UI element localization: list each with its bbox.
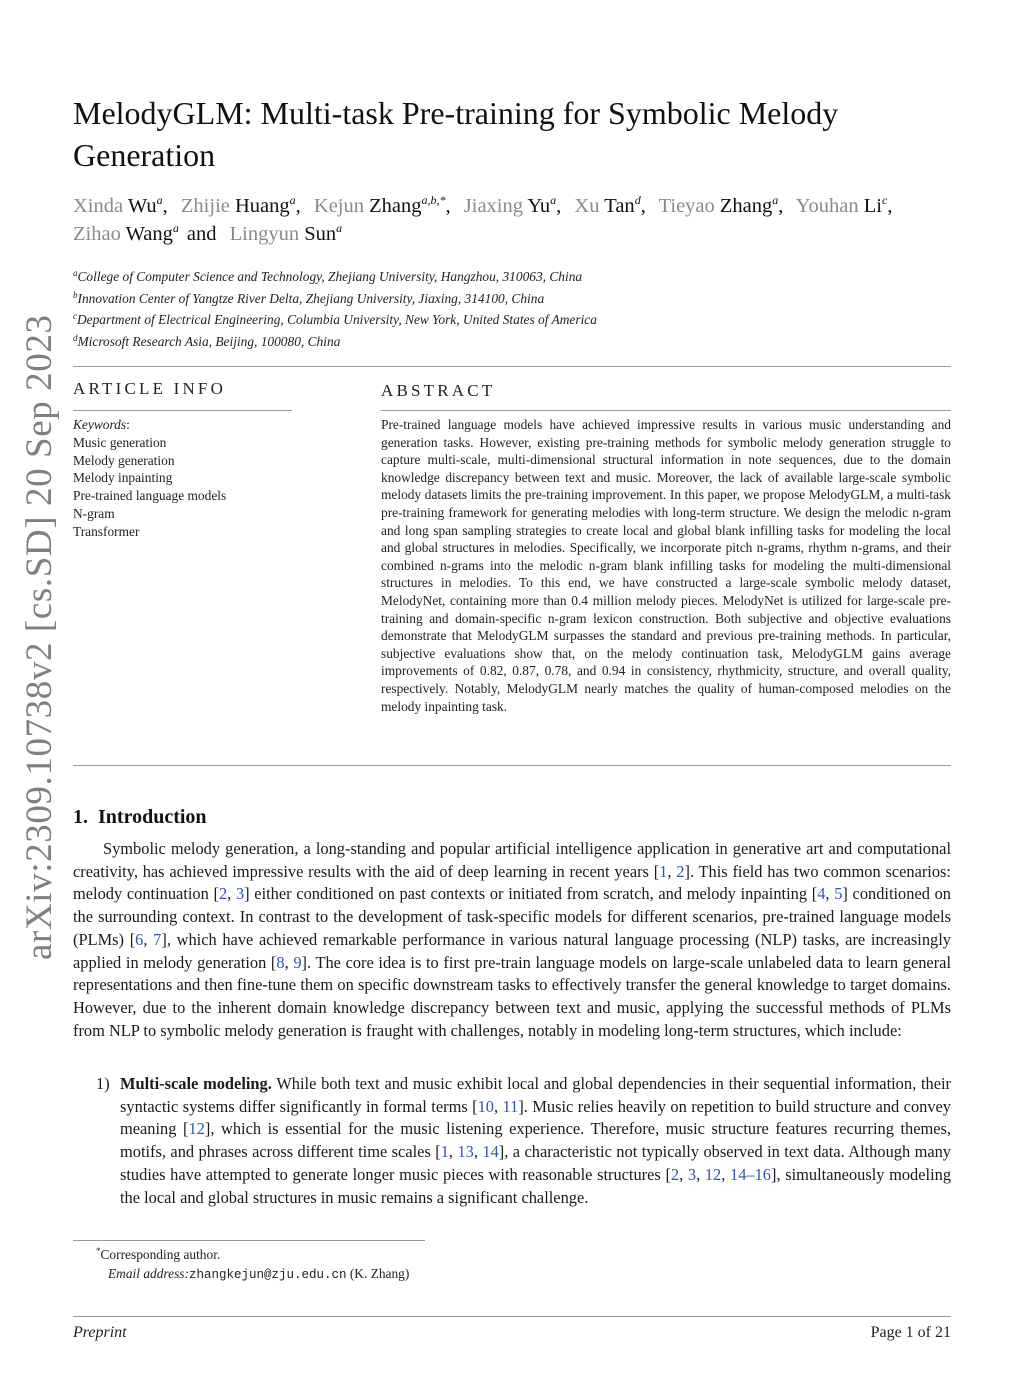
citation-link[interactable]: 14–16 xyxy=(730,1164,771,1184)
email-suffix: (K. Zhang) xyxy=(346,1266,410,1281)
footnote-mark: * xyxy=(96,1246,101,1256)
author: Youhan Li$^c$, xyxy=(795,193,893,217)
citation-link[interactable]: 3 xyxy=(687,1164,697,1184)
footer-page-number: Page 1 of 21 xyxy=(870,1324,951,1341)
author-family-name: Li xyxy=(863,195,882,217)
keyword: Melody generation xyxy=(73,452,175,468)
author-given-name: Zhijie xyxy=(180,195,230,217)
affiliation-list xyxy=(73,266,953,352)
footnote-corresponding xyxy=(96,1245,409,1264)
list-lead: Multi-scale modeling. xyxy=(120,1074,272,1093)
top-divider xyxy=(73,366,951,367)
abstract-bottom-divider xyxy=(73,765,951,766)
affiliation-text: Innovation Center of Yangtze River Delta, Zhejiang University, Jiaxing, 314100, China xyxy=(77,290,545,306)
keyword: N-gram xyxy=(73,505,115,521)
author-affiliation-mark: c xyxy=(881,193,888,207)
affiliation-mark: d xyxy=(73,332,78,343)
email-link[interactable]: zhangkejun@zju.edu.cn xyxy=(188,1268,347,1282)
keyword: Music generation xyxy=(73,434,167,450)
citation-link[interactable]: 4 xyxy=(817,884,826,904)
affiliation-mark: b xyxy=(73,289,78,300)
keyword: Pre-trained language models xyxy=(73,488,227,504)
affiliation xyxy=(73,288,953,310)
author-given-name: Xinda xyxy=(73,195,124,217)
article-info-heading: ARTICLE INFO xyxy=(73,379,227,398)
citation-link[interactable]: 5 xyxy=(834,884,843,904)
author-affiliation-mark: d xyxy=(634,193,641,207)
affiliation xyxy=(73,309,953,331)
citation-link[interactable]: 3 xyxy=(235,884,245,904)
affiliation xyxy=(73,266,953,288)
list-text: While both text and music exhibit local and global dependencies in their sequential information, their syntactic systems differ significantly in formal terms [10, 11]. Music relies heavily on repetition to build structure and convey meaning [12], which is essential for the music listening experience. Therefore, music structure features recurring themes, motifs, and phrases across different time scales [1, 13, 14], a characteristic not typically observed in text data. Although many studies have attempted to generate longer music pieces with reasonable structures [2, 3, 12, 14–16], simultaneously modeling the local and global structures in music remains a significant challenge. xyxy=(120,1074,952,1207)
author-given-name: Zihao xyxy=(73,223,121,245)
keyword: Melody inpainting xyxy=(73,470,173,486)
list-number: 1) xyxy=(96,1074,110,1093)
author-list xyxy=(73,192,953,248)
author: Xu Tan$^d$, xyxy=(574,193,646,217)
intro-paragraph: Symbolic melody generation, a long-standing and popular artificial intelligence application in generative art and computational creativity, has achieved impressive results with the aid of deep learning in recent years [1, 2]. This field has two common scenarios: melody continuation [2, 3] either conditioned on past contexts or initiated from scratch, and melody inpainting [4, 5] conditioned on the surrounding context. In contrast to the development of task-specific models for different scenarios, pre-trained language models (PLMs) [6, 7], which have achieved remarkable performance in various natural language processing (NLP) tasks, are increasingly applied in melody generation [8, 9]. The core idea is to first pre-train language models on large-scale unlabeled data to learn general representations and then fine-tune them on specific downstream tasks to effectively transfer the general knowledge to target domains. However, due to the inherent domain knowledge discrepancy between text and music, applying the successful methods of PLMs from NLP to symbolic melody generation is fraught with challenges, notably in modeling long-term structures, which include: xyxy=(73,839,952,1040)
author-family-name: Huang xyxy=(235,195,290,217)
keywords-block xyxy=(73,416,293,541)
citation-link[interactable]: 13 xyxy=(457,1142,474,1162)
author-family-name: Wang xyxy=(125,223,173,245)
author-given-name: Tieyao xyxy=(658,195,715,217)
author-family-name: Tan xyxy=(604,195,635,217)
section-heading-introduction xyxy=(73,806,207,829)
affiliation-text: Department of Electrical Engineering, Columbia University, New York, United States of America xyxy=(77,312,597,327)
author-family-name: Wu xyxy=(127,195,157,217)
section-number: 1. xyxy=(73,806,88,828)
citation-link[interactable]: 10 xyxy=(477,1096,494,1116)
article-info-rule xyxy=(73,410,292,411)
citation-link[interactable]: 1 xyxy=(659,861,668,881)
citation-link[interactable]: 11 xyxy=(502,1096,519,1116)
arxiv-stamp: arXiv:2309.10738v2 [cs.SD] 20 Sep 2023 xyxy=(19,314,60,960)
author-affiliation-mark: a xyxy=(156,193,163,207)
citation-link[interactable]: 2 xyxy=(670,1164,680,1184)
email-label: Email address: xyxy=(108,1266,189,1281)
citation-link[interactable]: 8 xyxy=(276,952,285,972)
keywords-label-line: Keywords: xyxy=(73,417,130,432)
author-family-name: Yu xyxy=(527,195,551,217)
keywords-label: Keywords xyxy=(73,417,127,432)
author xyxy=(230,223,343,245)
intro-body xyxy=(73,838,951,1042)
author-family-name: Sun xyxy=(304,223,337,245)
footnote-corresponding-text: Corresponding author. xyxy=(100,1247,221,1262)
author-conjunction: and xyxy=(186,223,217,245)
author xyxy=(73,223,179,245)
author-affiliation-mark: a xyxy=(550,193,557,207)
citation-link[interactable]: 12 xyxy=(188,1119,205,1139)
author: Jiaxing Yu$^a$, xyxy=(463,193,562,217)
author-given-name: Jiaxing xyxy=(463,195,523,217)
citation-link[interactable]: 2 xyxy=(218,884,228,904)
footnote xyxy=(96,1245,409,1285)
citation-link[interactable]: 12 xyxy=(704,1164,722,1184)
affiliation-mark: c xyxy=(73,311,77,321)
affiliation-mark: a xyxy=(73,268,78,278)
affiliation-text: College of Computer Science and Technology, Zhejiang University, Hangzhou, 310063, China xyxy=(77,269,583,284)
keyword-list xyxy=(73,434,293,541)
author-affiliation-mark: a,b,* xyxy=(421,193,446,207)
paper-title: MelodyGLM: Multi-task Pre-training for Symbolic Melody Generation xyxy=(73,95,839,173)
citation-link[interactable]: 14 xyxy=(482,1142,499,1162)
citation-link[interactable]: 1 xyxy=(440,1142,449,1162)
footnote-rule xyxy=(73,1240,425,1241)
author-given-name: Lingyun xyxy=(229,223,300,245)
affiliation xyxy=(73,331,953,353)
footer-rule xyxy=(73,1316,951,1317)
abstract-heading: ABSTRACT xyxy=(381,381,496,400)
author-family-name: Zhang xyxy=(369,195,422,217)
author-family-name: Zhang xyxy=(719,195,773,217)
author: Xinda Wu$^a$, xyxy=(73,193,168,217)
abstract-text: Pre-trained language models have achieved impressive results in various music understanding and generation tasks. However, existing pre-training methods for symbolic melody generation struggle to capture multi-scale, multi-dimensional structural information in note sequences, due to the domain knowledge discrepancy between text and music. Moreover, the lack of available large-scale symbolic melody datasets limits the pre-training improvement. In this paper, we propose MelodyGLM, a multi-task pre-training framework for generating melodies with long-term structure. We design the melodic n-gram and long span sampling strategies to create local and global blank infilling tasks for modeling the local and global structures in melodies. Specifically, we incorporate pitch n-grams, rhythm n-grams, and their combined n-grams into the melodic n-gram blank infilling tasks for modeling the multi-dimensional structures in melodies. To this end, we have constructed a large-scale symbolic melody dataset, MelodyNet, containing more than 0.4 million melody pieces. MelodyNet is utilized for large-scale pre-training and domain-specific n-gram lexicon construction. Both subjective and objective evaluations demonstrate that MelodyGLM surpasses the standard and previous pre-training methods. In particular, subjective evaluations show that, on the melody continuation task, MelodyGLM gains average improvements of 0.82, 0.87, 0.78, and 0.94 in consistency, rhythmicity, structure, and overall quality, respectively. Notably, MelodyGLM nearly matches the quality of human-composed melodies on the melody inpainting task. xyxy=(381,417,951,714)
citation-link[interactable]: 9 xyxy=(293,952,302,972)
footnote-email-line xyxy=(96,1264,409,1285)
list-body xyxy=(120,1073,951,1209)
author: Kejun Zhang$^{a,b,*}$, xyxy=(313,193,451,217)
footer-preprint: Preprint xyxy=(73,1324,127,1341)
author-given-name: Kejun xyxy=(313,195,365,217)
list-item-multiscale xyxy=(96,1073,951,1209)
author-affiliation-mark: a xyxy=(289,193,296,207)
abstract-rule xyxy=(381,410,951,411)
citation-link[interactable]: 6 xyxy=(135,929,144,949)
author-affiliation-mark: a xyxy=(772,193,779,207)
author: Zhijie Huang$^a$, xyxy=(180,193,301,217)
citation-link[interactable]: 2 xyxy=(676,861,685,881)
author: Tieyao Zhang$^a$, xyxy=(658,193,784,217)
author-given-name: Youhan xyxy=(795,195,859,217)
citation-link[interactable]: 7 xyxy=(153,929,162,949)
affiliation-text: Microsoft Research Asia, Beijing, 100080, China xyxy=(77,333,341,349)
author-affiliation-mark: a xyxy=(336,221,343,235)
keyword: Transformer xyxy=(73,523,140,539)
section-title: Introduction xyxy=(98,806,207,828)
author-affiliation-mark: a xyxy=(172,221,179,235)
author-given-name: Xu xyxy=(574,195,600,217)
